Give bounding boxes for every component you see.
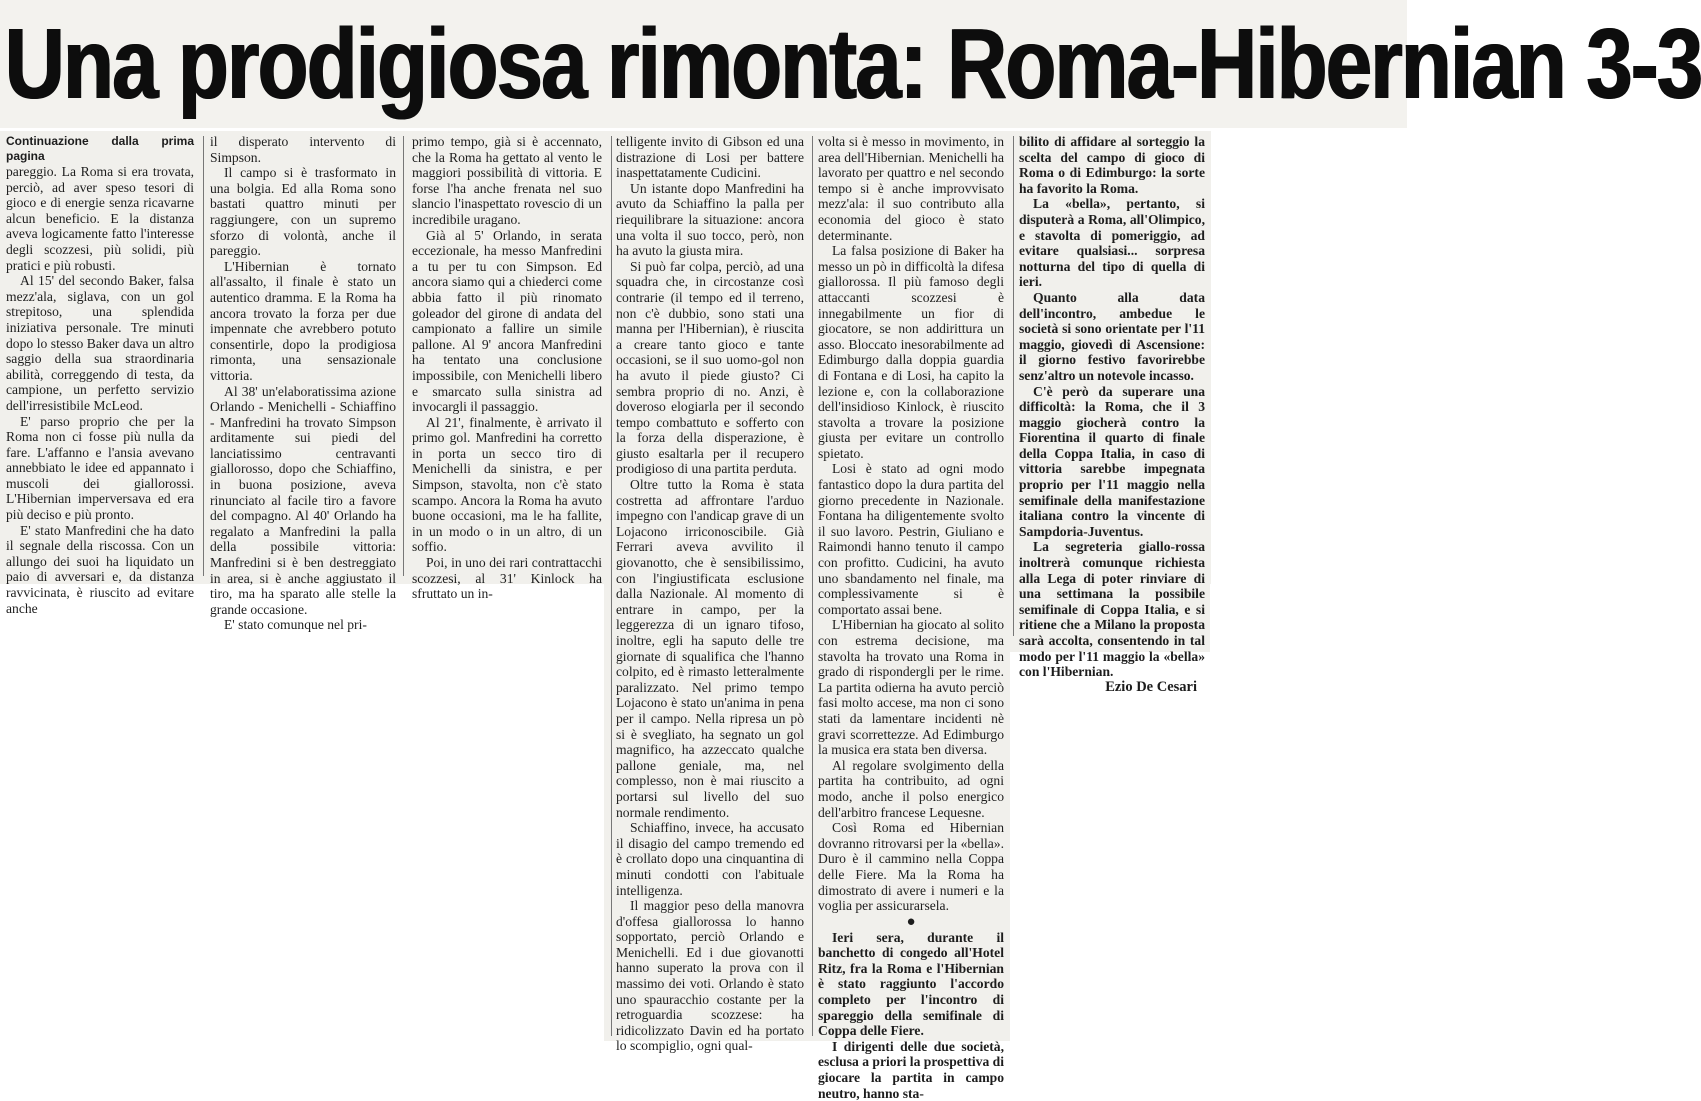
paragraph: E' stato Manfredini che ha dato il segnale della riscossa. Con un allungo dei suoi ha liquidato un paio di avversari e, da distanza ravvicinata, è riuscito ad evitare anche — [6, 522, 194, 616]
paragraph: pareggio. La Roma si era trovata, perciò, ad aver speso tesori di gioco e di energie senza ricavarne alcun beneficio. E la distanza aveva logicamente fatto l'interesse degli scozzesi, più solidi, più pratici e più robusti. — [6, 164, 194, 273]
paragraph: Il campo si è trasformato in una bolgia. Ed alla Roma sono bastati quattro minuti per raggiungere, con un supremo sforzo di volontà, anche il pareggio. — [210, 165, 396, 259]
paragraph: E' stato comunque nel pri- — [224, 617, 367, 633]
column-separator — [203, 136, 204, 576]
paragraph: Così Roma ed Hibernian dovranno ritrovarsi per la «bella». Duro è il cammino nella Coppa delle Fiere. Ma la Roma ha dimostrato di avere i numeri e la voglia per assicurarsela. — [818, 820, 1004, 914]
bold-paragraph: I dirigenti delle due società, esclusa a priori la prospettiva di giocare la partita in campo neutro, hanno sta- — [818, 1038, 1004, 1101]
paragraph: Al 15' del secondo Baker, falsa mezz'ala, siglava, con un gol strepitoso, una splendida iniziativa personale. Tre minuti dopo lo stesso Baker dava un altro saggio della sua straordinaria abilità, correggendo di testa, da campione, un perfetto servizio dell'irresistibile McLeod. — [6, 273, 194, 413]
paragraph: La falsa posizione di Baker ha messo un pò in difficoltà la difesa giallorossa. Il più famoso degli attaccanti scozzesi è innegabilmente un fior di giocatore, se non addirittura un asso. Bloccato inesorabilmente ad Edimburgo dalla doppia guardia di Fontana e di Losi, ha capito la lezione e, con la collaborazione dell'insidioso Kinlock, è riuscito stavolta a trovare la posizione giusta per evitare un controllo spietato. — [818, 243, 1004, 461]
paragraph: Poi, in uno dei rari contrattacchi scozzesi, al 31' Kinlock ha sfruttato un in- — [412, 555, 602, 602]
column-separator — [611, 136, 612, 1036]
paragraph: volta si è messo in movimento, in area dell'Hibernian. Menichelli ha lavorato per quattro e nel secondo tempo si è anche improvvisato mezz'ala: il suo contributo alla economia del gioco è stato determinante. — [818, 134, 1004, 243]
paragraph: L'Hibernian ha giocato al solito con estrema decisione, ma stavolta ha trovato una Roma in grado di rispondergli per le rime. La partita odierna ha avuto perciò fasi molto accese, ma non ci sono stati da lamentare incidenti nè gravi scorrettezze. Ad Edimburgo la musica era stata ben diversa. — [818, 617, 1004, 758]
article-column-5 — [818, 134, 1004, 1101]
column-separator — [1013, 136, 1014, 636]
author-signature: Ezio De Cesari — [1105, 678, 1197, 695]
article-column-4 — [616, 134, 804, 1054]
paragraph: Si può far colpa, perciò, ad una squadra che, in circostanze così contrarie (il tempo ed il terreno, non c'è dubbio, sono stati una manna per l'Hibernian), è riuscita a creare tanto gioco e tante occasioni, se il suo uomo-gol non ha avuto il piede giusto? Ci sembra proprio di no. Anzi, è doveroso elogiarla per il secondo tempo combattuto e sofferto con la forza della disperazione, è giusto esaltarla per il recupero prodigioso di una partita perduta. — [616, 258, 804, 477]
paragraph: Il maggior peso della manovra d'offesa giallorossa lo hanno sopportato, perciò Orlando e Menichelli. Ed i due giovanotti hanno superato la prova con il massimo dei voti. Orlando è stato uno spauracchio costante per la retroguardia scozzese: ha ridicolizzato Davin ed ha portato lo scompiglio, ogni qual- — [616, 898, 804, 1054]
bold-paragraph: La «bella», pertanto, si disputerà a Roma, all'Olimpico, e stavolta di pomeriggio, ad evitare qualsiasi... sorpresa notturna del tipo di quella di ieri. — [1019, 196, 1205, 290]
paragraph: Già al 5' Orlando, in serata eccezionale, ha messo Manfredini a tu per tu con Simpson. Ed ancora siamo qui a chiederci come abbia fatto il più rinomato goleador del girone di andata del campionato a fallire un simile pallone. Al 9' ancora Manfredini ha tentato una conclusione impossibile, con Menichelli libero e smarcato sulla sinistra ad invocargli il passaggio. — [412, 227, 602, 415]
article-column-6 — [1019, 134, 1205, 695]
article-column-1 — [6, 134, 194, 616]
bold-paragraph: C'è però da superare una difficoltà: la Roma, che il 3 maggio giocherà contro la Fiorentina il quarto di finale della Coppa Italia, in caso di vittoria sarebbe impegnata proprio per l'11 maggio nella semifinale della manifestazione italiana contro la vincente di Sampdoria-Juventus. — [1019, 383, 1205, 539]
paragraph: Losi è stato ad ogni modo fantastico dopo la dura partita del giorno precedente in Nazionale. Fontana ha diligentemente svolto il suo lavoro. Pestrin, Giuliano e Raimondi hanno tenuto il campo con profitto. Cudicini, ha avuto uno sbandamento nel finale, ma complessivamente si è comportato assai bene. — [818, 461, 1004, 617]
paragraph: E' parso proprio che per la Roma non ci fosse più nulla da fare. L'affanno e l'ansia avevano annebbiato le idee ed appannato i muscoli dei giallorossi. L'Hibernian imperversava ed era più deciso e più pronto. — [6, 413, 194, 523]
paragraph: Al 21', finalmente, è arrivato il primo gol. Manfredini ha corretto in porta un secco tiro di Menichelli da sinistra, e per Simpson, stavolta, non c'è stato scampo. Ancora la Roma ha avuto buone occasioni, ma le ha fallite, in un modo o in un altro, di un soffio. — [412, 414, 602, 555]
headline: Una prodigiosa rimonta: Roma-Hibernian 3-3 — [4, 8, 1701, 120]
bold-paragraph: La segreteria giallo-rossa inoltrerà comunque richiesta alla Lega di poter rinviare di una settimana la possibile semifinale di Coppa Italia, e si ritiene che a Milano la proposta sarà accolta, consentendo in tal modo per l'11 maggio la «bella» con l'Hibernian. — [1019, 539, 1205, 680]
article-column-3 — [412, 134, 602, 602]
paragraph: telligente invito di Gibson ed una distrazione di Losi per battere inaspettatamente Cudicini. — [616, 134, 804, 181]
continuation-kicker: Continuazione dalla prima pagina — [6, 134, 194, 163]
paragraph: L'Hibernian è tornato all'assalto, il finale è stato un autentico dramma. E la Roma ha ancora trovato la forza per due impennate che avrebbero potuto consentirle, dopo la prodigiosa rimonta, una sensazionale vittoria. — [210, 258, 396, 383]
paragraph: Oltre tutto la Roma è stata costretta ad affrontare l'arduo impegno con l'andicap grave di un Lojacono irriconoscibile. Già Ferrari aveva avvilito il giovanotto, che è sensibilissimo, con l'ingiustificata esclusione dalla Nazionale. Al momento di entrare in campo, per la leggerezza di un ignaro tifoso, inoltre, egli ha saputo delle tre giornate di squalifica che l'hanno colpito, ed è rimasto letteralmente paralizzato. Nel primo tempo Lojacono è stato un'anima in pena per il campo. Nella ripresa un pò si è svegliato, ha segnato un gol magnifico, ha azzeccato qualche pallone geniale, ma, nel complesso, non è mai riuscito a portarsi sul livello del suo normale rendimento. — [616, 477, 804, 820]
bold-paragraph: bilito di affidare al sorteggio la scelta del campo di gioco di Roma o di Edimburgo: la sorte ha favorito la Roma. — [1019, 134, 1205, 196]
paragraph: Al regolare svolgimento della partita ha contribuito, ad ogni modo, anche il polso energico dell'arbitro francese Lequesne. — [818, 757, 1004, 820]
paragraph: Al 38' un'elaboratissima azione Orlando - Menichelli - Schiaffino - Manfredini ha trovato Simpson arditamente sui piedi del lanciatissimo centravanti giallorosso, dopo che Schiaffino, in buona posizione, aveva rinunciato al facile tiro a favore del compagno. Al 40' Orlando ha regalato a Manfredini la palla della possibile vittoria: Manfredini si è ben destreggiato in area, si è anche aggiustato il tiro, ma ha sparato alle stelle la grande occasione. — [210, 383, 396, 617]
column-separator — [403, 136, 404, 576]
bullet-separator: ● — [906, 913, 916, 930]
article-column-2 — [210, 134, 396, 633]
bold-paragraph: Ieri sera, durante il banchetto di congedo all'Hotel Ritz, fra la Roma e l'Hibernian è stato raggiunto l'accordo completo per l'incontro di spareggio della semifinale di Coppa delle Fiere. — [818, 929, 1004, 1039]
paragraph: primo tempo, già si è accennato, che la Roma ha gettato al vento le maggiori possibilità di vittoria. E forse l'ha anche frenata nel suo slancio l'inaspettato rovescio di un incredibile uragano. — [412, 134, 602, 227]
paragraph: Schiaffino, invece, ha accusato il disagio del campo tremendo ed è crollato dopo una cinquantina di minuti condotti con l'abituale intelligenza. — [616, 820, 804, 898]
column-separator — [812, 136, 813, 1036]
paragraph: Un istante dopo Manfredini ha avuto da Schiaffino la palla per riequilibrare la situazione: ancora una volta il suo tocco, però, non ha avuto la giusta mira. — [616, 180, 804, 259]
paragraph: il disperato intervento di Simpson. — [210, 134, 396, 165]
headline-band — [0, 0, 1701, 128]
bold-paragraph: Quanto alla data dell'incontro, ambedue le società si sono orientate per l'11 maggio, giovedì di Ascensione: il giorno festivo favorirebbe senz'altro un notevole incasso. — [1019, 289, 1205, 383]
